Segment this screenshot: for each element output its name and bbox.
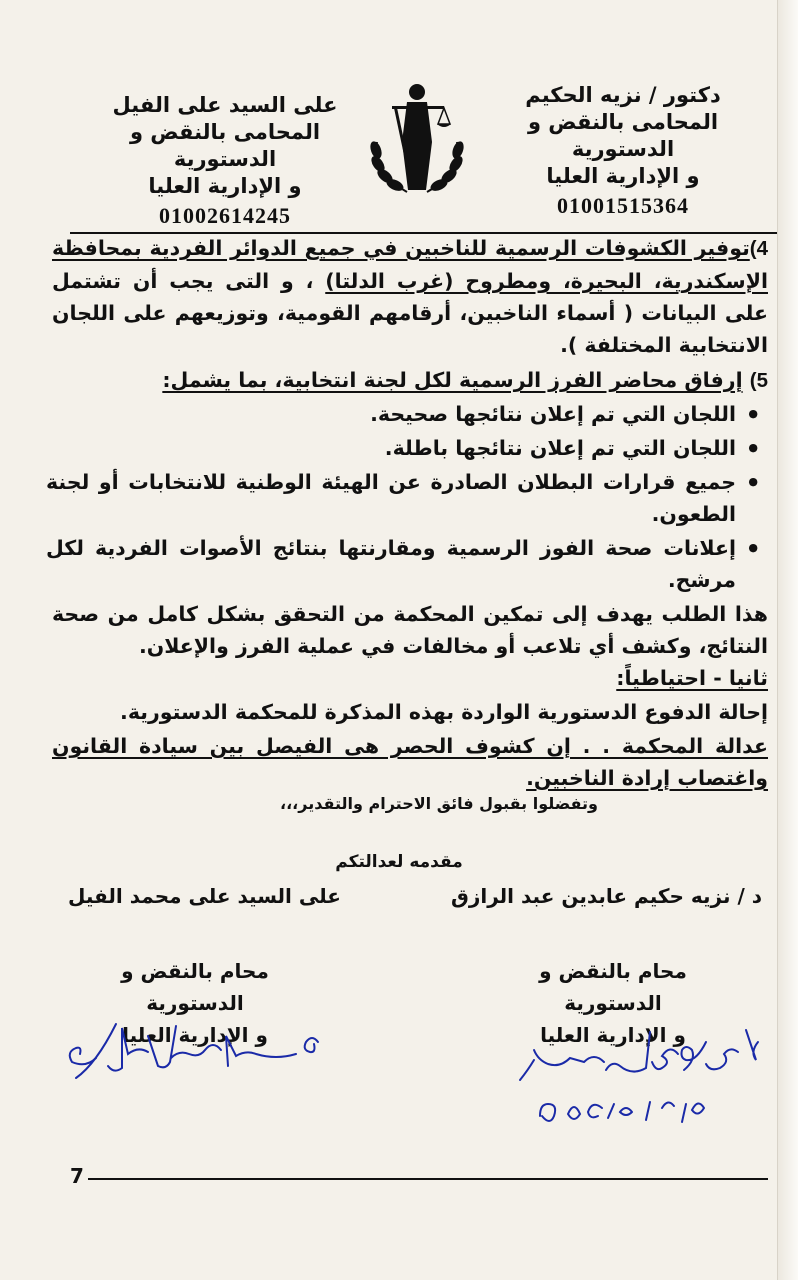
item-4-number: 4) [749, 237, 768, 260]
header-left-phone: 01002614245 [159, 202, 291, 228]
header-right-line2: المحامى بالنقض و الدستورية [527, 109, 719, 161]
footer-divider [88, 1178, 768, 1180]
justice-scales-logo-icon [352, 72, 482, 202]
signatory-right-title-line2: و الإدارية العليا [540, 1023, 686, 1047]
list-item: ● اللجان التي تم إعلان نتائجها صحيحة. [46, 398, 736, 430]
item-4-text: ، و التى يجب أن تشتمل على البيانات ( أسماء الناخبين، أرقامهم القومية، وتوزيعهم على اللجان الانتخابية المختلفة ). [52, 269, 768, 357]
request-item-4 [52, 232, 768, 361]
justice-paragraph: عدالة المحكمة . . إن كشوف الحصر هى الفيصل بين سيادة القانون واغتصاب إرادة الناخبين. [52, 734, 768, 790]
header-right-line1: دكتور / نزيه الحكيم [525, 83, 721, 107]
page-number: 7 [70, 1164, 84, 1188]
list-item: ● جميع قرارات البطلان الصادرة عن الهيئة الوطنية للانتخابات أو لجنة الطعون. [46, 466, 736, 530]
header-left-line3: و الإدارية العليا [148, 173, 302, 198]
request-item-5 [52, 364, 768, 397]
right-handwritten-signature [510, 1022, 770, 1132]
header-left-line1: على السيد على الفيل [112, 93, 338, 117]
page-edge [777, 0, 798, 1280]
header-right-block [478, 82, 768, 220]
signatory-right-name: د / نزيه حكيم عابدين عبد الرازق [450, 884, 762, 908]
goal-paragraph: هذا الطلب يهدف إلى تمكين المحكمة من التحقق بشكل كامل من صحة النتائج، وكشف أي تلاعب أو مخالفات في عملية الفرز والإعلان. [52, 602, 768, 658]
signatory-left-title-line1: محام بالنقض و الدستورية [121, 959, 269, 1015]
item-4-heading: توفير الكشوفات الرسمية للناخبين في جميع الدوائر الفردية بمحافظة الإسكندرية، البحيرة، ومطروح (غرب الدلتا) [52, 236, 768, 293]
header-right-phone: 01001515364 [557, 192, 689, 218]
signatory-left-name: على السيد على محمد الفيل [68, 884, 341, 908]
item-5-bullet-list [46, 398, 758, 598]
header-right-line3: و الإدارية العليا [546, 163, 700, 188]
list-item: ● اللجان التي تم إعلان نتائجها باطلة. [46, 432, 736, 464]
signatory-left-title-line2: و الإدارية العليا [122, 1023, 268, 1047]
closing-line: وتفضلوا بقبول فائق الاحترام والتقدير،،، [280, 794, 598, 813]
left-handwritten-signature [56, 1012, 326, 1082]
presented-label: مقدمه لعدالتكم [335, 852, 463, 872]
list-item: ● إعلانات صحة الفوز الرسمية ومقارنتها بنتائج الأصوات الفردية لكل مرشح. [46, 532, 736, 596]
item-5-heading: إرفاق محاضر الفرز الرسمية لكل لجنة انتخابية، بما يشمل: [162, 368, 743, 392]
header-left-block [90, 92, 360, 230]
signatory-right-title-line1: محام بالنقض و الدستورية [539, 959, 687, 1015]
item-5-number: 5) [749, 369, 768, 392]
secondary-heading: ثانيا - احتياطياً: [616, 666, 768, 690]
header-left-line2: المحامى بالنقض و الدستورية [129, 119, 321, 171]
referral-paragraph: إحالة الدفوع الدستورية الواردة بهذه المذكرة للمحكمة الدستورية. [120, 700, 768, 724]
